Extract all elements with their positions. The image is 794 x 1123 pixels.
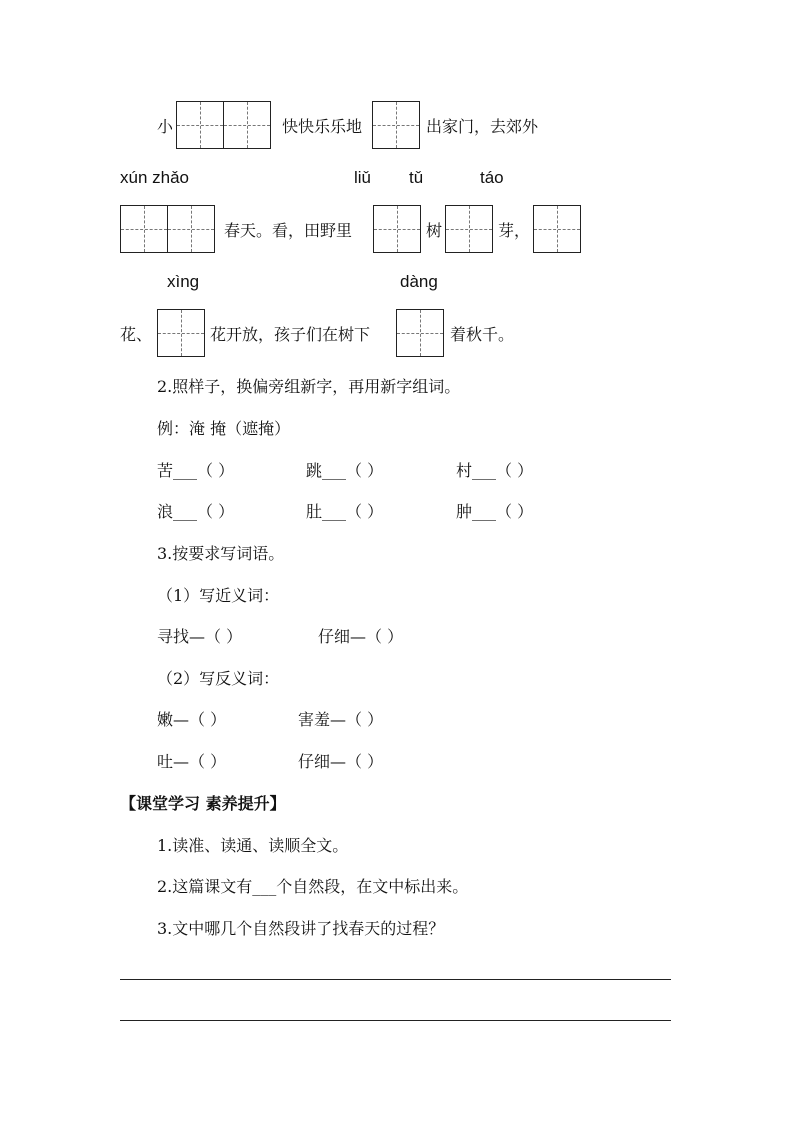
char-box[interactable] [157,309,205,357]
q3-syn-item1[interactable]: 寻找—（ ） [157,627,243,646]
char-box[interactable] [533,205,581,253]
section-heading: 【课堂学习 素养提升】 [120,794,286,813]
char-box-group-2[interactable] [372,101,420,149]
char-box[interactable] [373,205,421,253]
char-box-group-6[interactable] [533,205,581,253]
pinyin-xunzhao: xún zhǎo [120,168,189,187]
q3-title: 3.按要求写词语。 [157,544,285,563]
char-box[interactable] [223,101,271,149]
q2-row1-item1[interactable]: 苦___（ ） [157,461,235,480]
answer-line-2[interactable] [120,1020,671,1021]
line3-mid: 花开放，孩子们在树下 [210,325,371,344]
char-box-group-1[interactable] [176,101,271,149]
char-box-group-7[interactable] [157,309,205,357]
q2-row1-item2[interactable]: 跳___（ ） [306,461,384,480]
line2-text2: 树 [426,221,443,240]
q3-syn-item2[interactable]: 仔细—（ ） [318,627,404,646]
line3-prefix: 花、 [120,325,153,344]
q2-example: 例：淹 掩（遮掩） [157,419,291,438]
char-box[interactable] [167,205,215,253]
line1-prefix: 小 [157,117,174,136]
line2-text1: 春天。看，田野里 [224,221,353,240]
q2-title: 2.照样子，换偏旁组新字，再用新字组词。 [157,377,461,396]
char-box-group-5[interactable] [445,205,493,253]
char-box[interactable] [396,309,444,357]
q3-sub2: （2）写反义词： [157,669,280,688]
section-item-1: 1.读准、读通、读顺全文。 [157,836,349,855]
char-box-group-8[interactable] [396,309,444,357]
q3-ant2-item2[interactable]: 仔细—（ ） [298,752,384,771]
q3-ant2-item1[interactable]: 吐—（ ） [157,752,227,771]
q2-row1-item3[interactable]: 村___（ ） [456,461,534,480]
section-item-3: 3.文中哪几个自然段讲了找春天的过程？ [157,919,445,938]
char-box[interactable] [176,101,224,149]
pinyin-dang: dàng [400,272,438,291]
q2-row2-item2[interactable]: 肚___（ ） [306,502,384,521]
char-box[interactable] [120,205,168,253]
pinyin-xing: xìng [167,272,200,291]
char-box-group-3[interactable] [120,205,215,253]
pinyin-liu: liǔ [354,168,372,187]
pinyin-tu: tǔ [409,168,424,187]
char-box-group-4[interactable] [373,205,421,253]
line3-suffix: 着秋千。 [450,325,515,344]
q2-row2-item1[interactable]: 浪___（ ） [157,502,235,521]
section-item-2: 2.这篇课文有___个自然段，在文中标出来。 [157,877,469,896]
line2-text3: 芽， [498,221,531,240]
q3-sub1: （1）写近义词： [157,586,280,605]
line1-suffix: 出家门，去郊外 [426,117,539,136]
char-box[interactable] [445,205,493,253]
line1-mid: 快快乐乐地 [282,117,363,136]
char-box[interactable] [372,101,420,149]
answer-line-1[interactable] [120,979,671,980]
q3-ant1-item2[interactable]: 害羞—（ ） [298,710,384,729]
q2-row2-item3[interactable]: 肿___（ ） [456,502,534,521]
q3-ant1-item1[interactable]: 嫩—（ ） [157,710,227,729]
pinyin-tao: táo [480,168,504,187]
